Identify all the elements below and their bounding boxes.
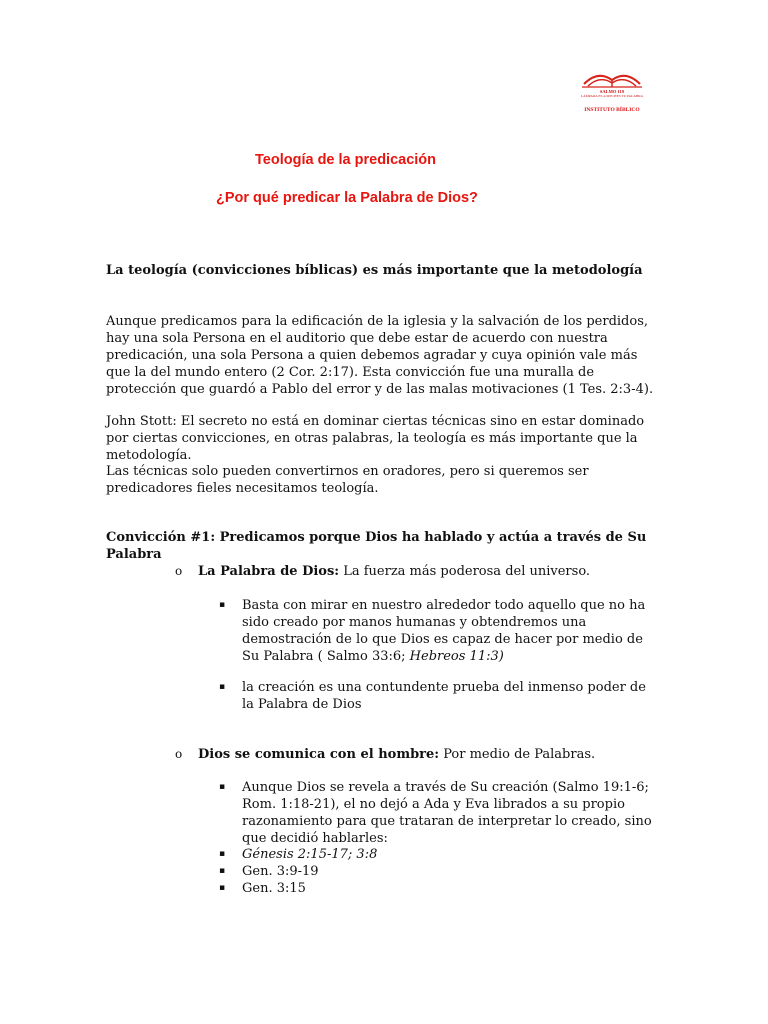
- sub-bullet: ▪: [219, 682, 226, 692]
- open-bible-icon: [578, 66, 646, 90]
- item-label: Dios se comunica con el hombre:: [198, 747, 440, 762]
- sub-bullet: ▪: [219, 782, 226, 792]
- item-label: La Palabra de Dios:: [198, 564, 340, 579]
- item-text: La fuerza más poderosa del universo.: [339, 564, 591, 579]
- logo-text-motto: LÁMPARA ES A MIS PIES TU PALABRA: [580, 94, 644, 98]
- list-bullet: o: [175, 564, 183, 578]
- sub-list-item: Aunque Dios se revela a través de Su creación (Salmo 19:1-6; Rom. 1:18-21), el no dejó a Ada y Eva librados a su propio razonamiento para que trataran de interpretar lo creado, sino que decidió hablarles:: [242, 780, 652, 846]
- paragraph-2: John Stott: El secreto no está en dominar ciertas técnicas sino en estar dominado por ciertas convicciones, en otras palabras, la teología es más importante que la metodología.: [106, 414, 645, 463]
- list-bullet: o: [175, 747, 183, 761]
- paragraph-3: Las técnicas solo pueden convertirnos en oradores, pero si queremos ser predicadores fieles necesitamos teología.: [106, 464, 589, 496]
- sub-list-item: Gen. 3:9-19: [242, 864, 319, 879]
- sub-list-item: la creación es una contundente prueba del inmenso poder de la Palabra de Dios: [242, 680, 646, 712]
- sub-bullet: ▪: [219, 883, 226, 893]
- sub-item-text: Basta con mirar en nuestro alrededor todo aquello que no ha sido creado por manos humanas y obtendremos una demostración de lo que Dios es capaz de hacer por medio de Su Palabra ( Salmo 33:6;: [242, 598, 646, 664]
- section-heading: La teología (convicciones bíblicas) es más importante que la metodología: [106, 263, 643, 278]
- sub-item-reference: Hebreos 11:3): [409, 649, 504, 664]
- sub-bullet: ▪: [219, 866, 226, 876]
- conviction-heading: Convicción #1: Predicamos porque Dios ha hablado y actúa a través de Su Palabra: [106, 530, 647, 562]
- list-item: [198, 746, 668, 763]
- sub-list-item: Gen. 3:15: [242, 881, 306, 896]
- paragraph-1: Aunque predicamos para la edificación de la iglesia y la salvación de los perdidos, hay una sola Persona en el auditorio que debe estar de acuerdo con nuestra predicación, una sola Persona a quien debemos agradar y cuya opinión vale más que la del mundo entero (2 Cor. 2:17). Esta convicción fue una muralla de protección que guardó a Pablo del error y de las malas motivaciones (1 Tes. 2:3-4).: [106, 314, 654, 397]
- document-subtitle: ¿Por qué predicar la Palabra de Dios?: [216, 190, 478, 206]
- item-text: Por medio de Palabras.: [439, 747, 596, 762]
- logo-text-institute: INSTITUTO BÍBLICO: [584, 107, 640, 113]
- document-title: Teología de la predicación: [255, 152, 437, 168]
- sub-bullet: ▪: [219, 849, 226, 859]
- sub-list-item: [242, 846, 652, 863]
- sub-bullet: ▪: [219, 600, 226, 610]
- sub-list-item: [242, 597, 652, 665]
- logo-text-salmo: SALMO 119: [599, 89, 625, 94]
- sub-item-reference: Génesis 2:15-17; 3:8: [242, 847, 378, 862]
- institute-logo: [578, 66, 646, 118]
- list-item: [198, 563, 668, 580]
